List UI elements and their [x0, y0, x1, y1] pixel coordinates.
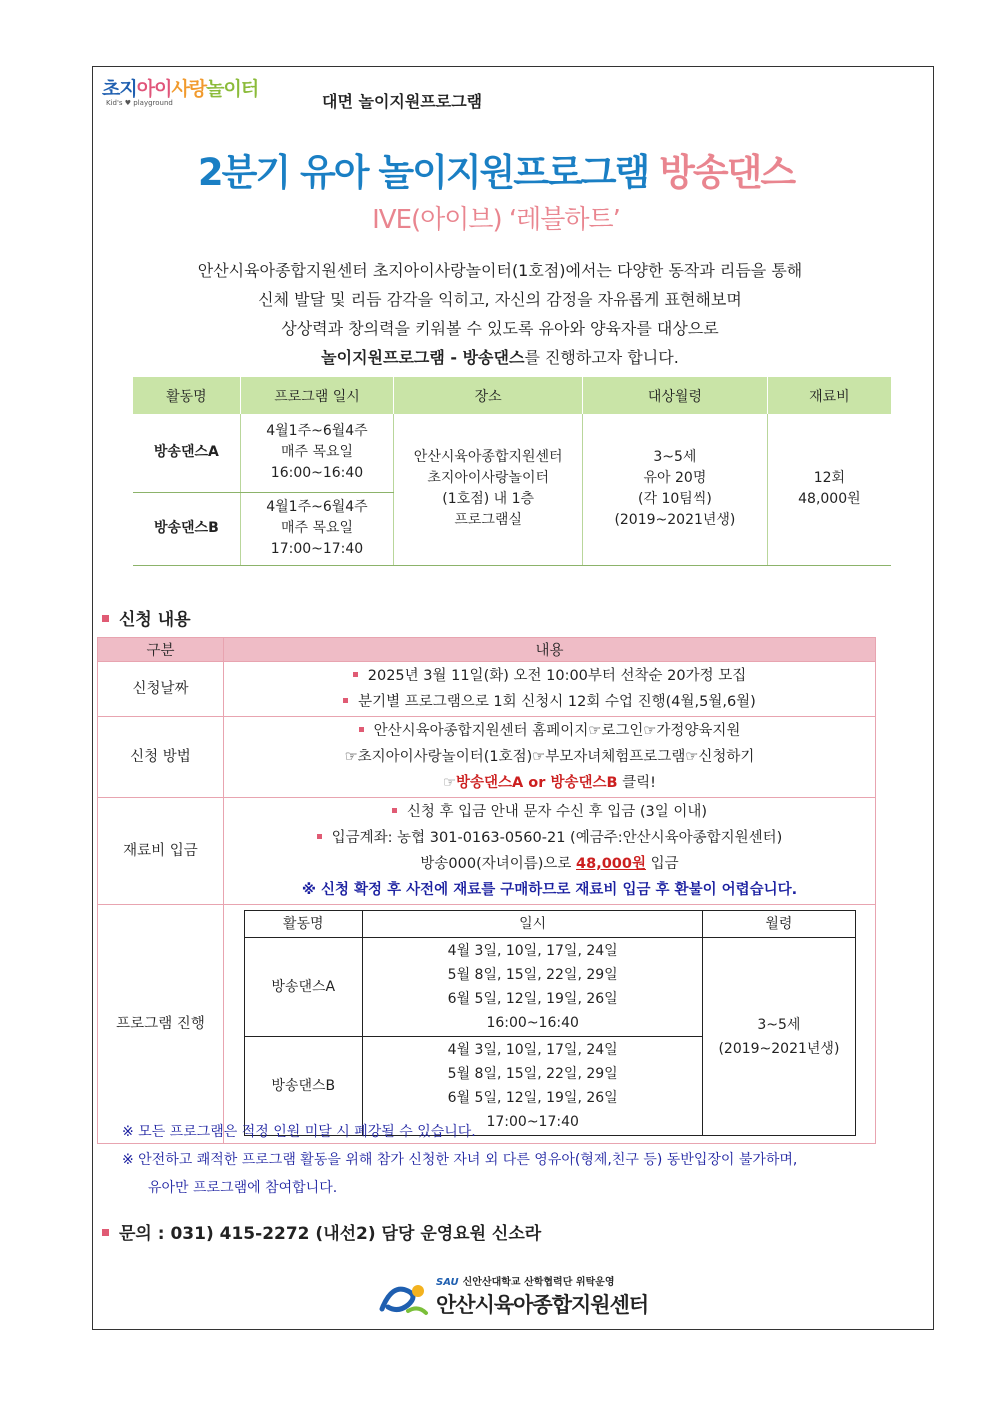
footer-center-name: 안산시육아종합지원센터 [436, 1293, 649, 1317]
refund-notice: ※ 신청 확정 후 사전에 재료를 구매하므로 재료비 입금 후 환불이 어렵습니다. [301, 882, 798, 898]
intro-rest: 를 진행하고자 합니다. [524, 348, 679, 367]
page-subtitle: IVE(아이브) ‘레블하트’ [372, 205, 620, 235]
content-line: 안산시육아종합지원센터 홈페이지☞로그인☞가정양육지원 [225, 718, 874, 744]
progress-content [224, 905, 876, 1144]
activity-name: 방송댄스A [244, 938, 362, 1037]
center-logo-icon [378, 1279, 430, 1319]
sau-logo: SAU [436, 1277, 459, 1288]
content-line: 방송000(자녀이름)으로 48,000원 입금 [420, 856, 679, 872]
bullet-icon [343, 698, 348, 703]
place-line: 안산시육아종합지원센터 [413, 449, 563, 466]
date-content [224, 662, 876, 717]
col-header: 구분 [98, 638, 224, 662]
date-line: 17:00~17:40 [486, 1114, 579, 1130]
fee-line: 12회 [813, 470, 846, 487]
activity-name: 방송댄스B [244, 1037, 362, 1136]
intro-line [150, 343, 850, 372]
date-line: 4월 3일, 10일, 17일, 24일 [447, 943, 618, 959]
col-header: 활동명 [133, 377, 240, 414]
col-header: 일시 [362, 911, 702, 938]
col-header: 프로그램 일시 [240, 377, 394, 414]
logo-subtext: Kid's ♥ playground [106, 99, 173, 107]
age-cell [583, 414, 768, 565]
schedule-line: 4월1주~6월4주 [266, 499, 368, 515]
row-label: 신청날짜 [98, 662, 224, 717]
schedule-line: 17:00~17:40 [270, 541, 364, 557]
age-line: (각 10팀씩) [638, 491, 712, 508]
footer-operator: SAU 신안산대학교 산학협력단 위탁운영 [436, 1277, 615, 1288]
age-line: (2019~2021년생) [718, 1040, 840, 1057]
fee-cell [767, 414, 891, 565]
content-line: 분기별 프로그램으로 1회 신청시 12회 수업 진행(4월,5월,6월) [225, 689, 874, 715]
activity-name: 방송댄스B [133, 492, 240, 565]
footer-logo [378, 1271, 658, 1321]
bullet-icon [102, 615, 109, 622]
method-content [224, 717, 876, 798]
content-line: 입금계좌: 농협 301-0163-0560-21 (예금주:안산시육아종합지원센터) [225, 825, 874, 851]
contact-info [102, 1219, 541, 1244]
col-header: 활동명 [244, 911, 362, 938]
intro-text [150, 256, 850, 372]
bullet-icon [353, 672, 358, 677]
intro-line: 신체 발달 및 리듬 감각을 익히고, 자신의 감정을 자유롭게 표현해보며 [258, 290, 742, 309]
bullet-icon [359, 727, 364, 732]
logo-part: 아이 [136, 78, 172, 100]
col-header: 대상월령 [583, 377, 768, 414]
date-line: 6월 5일, 12일, 19일, 26일 [447, 1090, 618, 1106]
logo [102, 74, 312, 114]
row-label: 프로그램 진행 [98, 905, 224, 1144]
subheading: 대면 놀이지원프로그램 [322, 92, 483, 111]
content-line: ☞초지아이사랑놀이터(1호점)☞부모자녀체험프로그램☞신청하기 [344, 749, 755, 765]
fee-line: 48,000원 [798, 491, 861, 508]
row-label: 신청 방법 [98, 717, 224, 798]
place-line: 초지아이사랑놀이터 [427, 470, 550, 487]
apply-table [97, 637, 876, 1144]
program-choice: 방송댄스A or 방송댄스B [456, 775, 618, 791]
row-label: 재료비 입금 [98, 798, 224, 905]
section-title-text: 신청 내용 [119, 610, 191, 630]
note-line: 유아만 프로그램에 참여합니다. [148, 1180, 338, 1196]
page-title [0, 142, 992, 196]
schedule-line: 매주 목요일 [280, 444, 354, 461]
date-line: 5월 8일, 15일, 22일, 29일 [447, 1066, 618, 1082]
title-highlight: 방송댄스 [659, 151, 795, 194]
schedule-table [244, 910, 856, 1136]
activity-name: 방송댄스A [133, 414, 240, 492]
bullet-icon [317, 834, 322, 839]
contact-text: 문의 : 031) 415-2272 (내선2) 담당 운영요원 신소라 [119, 1224, 542, 1244]
col-header: 장소 [394, 377, 583, 414]
schedule-line: 4월1주~6월4주 [266, 423, 368, 440]
summary-table [133, 377, 891, 566]
intro-bold: 놀이지원프로그램 - 방송댄스 [321, 348, 525, 367]
logo-part: 사랑 [171, 78, 207, 100]
age-cell [703, 938, 855, 1136]
fee-amount: 48,000원 [576, 856, 646, 872]
col-header: 내용 [224, 638, 876, 662]
col-header: 재료비 [767, 377, 891, 414]
age-line: 3~5세 [653, 449, 697, 466]
schedule-cell [240, 492, 394, 565]
dates-cell [362, 938, 702, 1037]
schedule-line: 16:00~16:40 [270, 465, 364, 482]
date-line: 5월 8일, 15일, 22일, 29일 [447, 967, 618, 983]
notes [122, 1118, 797, 1202]
title-main: 2분기 유아 놀이지원프로그램 [197, 151, 660, 194]
age-line: 유아 20명 [643, 470, 707, 487]
section-title [102, 605, 191, 630]
date-line: 16:00~16:40 [486, 1015, 579, 1031]
pointing-hand-icon: ☞ [443, 775, 456, 791]
note-line: ※ 모든 프로그램은 적정 인원 미달 시 폐강될 수 있습니다. [122, 1124, 476, 1140]
place-line: (1호점) 내 1층 [442, 491, 535, 508]
intro-line: 상상력과 창의력을 키워볼 수 있도록 유아와 양육자를 대상으로 [281, 319, 719, 338]
content-line: 2025년 3월 11일(화) 오전 10:00부터 선착순 20가정 모집 [225, 663, 874, 689]
place-cell [394, 414, 583, 565]
bullet-icon [392, 808, 397, 813]
fee-content [224, 798, 876, 905]
logo-part: 초지 [102, 78, 137, 100]
age-line: (2019~2021년생) [614, 512, 736, 529]
date-line: 6월 5일, 12일, 19일, 26일 [447, 991, 618, 1007]
content-line: ☞방송댄스A or 방송댄스B 클릭! [443, 775, 656, 791]
col-header: 월령 [703, 911, 855, 938]
note-line: ※ 안전하고 쾌적한 프로그램 활동을 위해 참가 신청한 자녀 외 다른 영유아(형제,친구 등) 동반입장이 불가하며, [122, 1152, 798, 1168]
date-line: 4월 3일, 10일, 17일, 24일 [447, 1042, 618, 1058]
content-line: 신청 후 입금 안내 문자 수신 후 입금 (3일 이내) [225, 799, 874, 825]
age-line: 3~5세 [757, 1016, 801, 1033]
schedule-cell [240, 414, 394, 492]
schedule-line: 매주 목요일 [280, 520, 354, 536]
logo-part: 놀이터 [206, 78, 259, 100]
place-line: 프로그램실 [454, 512, 522, 529]
bullet-icon [102, 1229, 109, 1236]
intro-line: 안산시육아종합지원센터 초지아이사랑놀이터(1호점)에서는 다양한 동작과 리듬을 통해 [197, 261, 803, 280]
